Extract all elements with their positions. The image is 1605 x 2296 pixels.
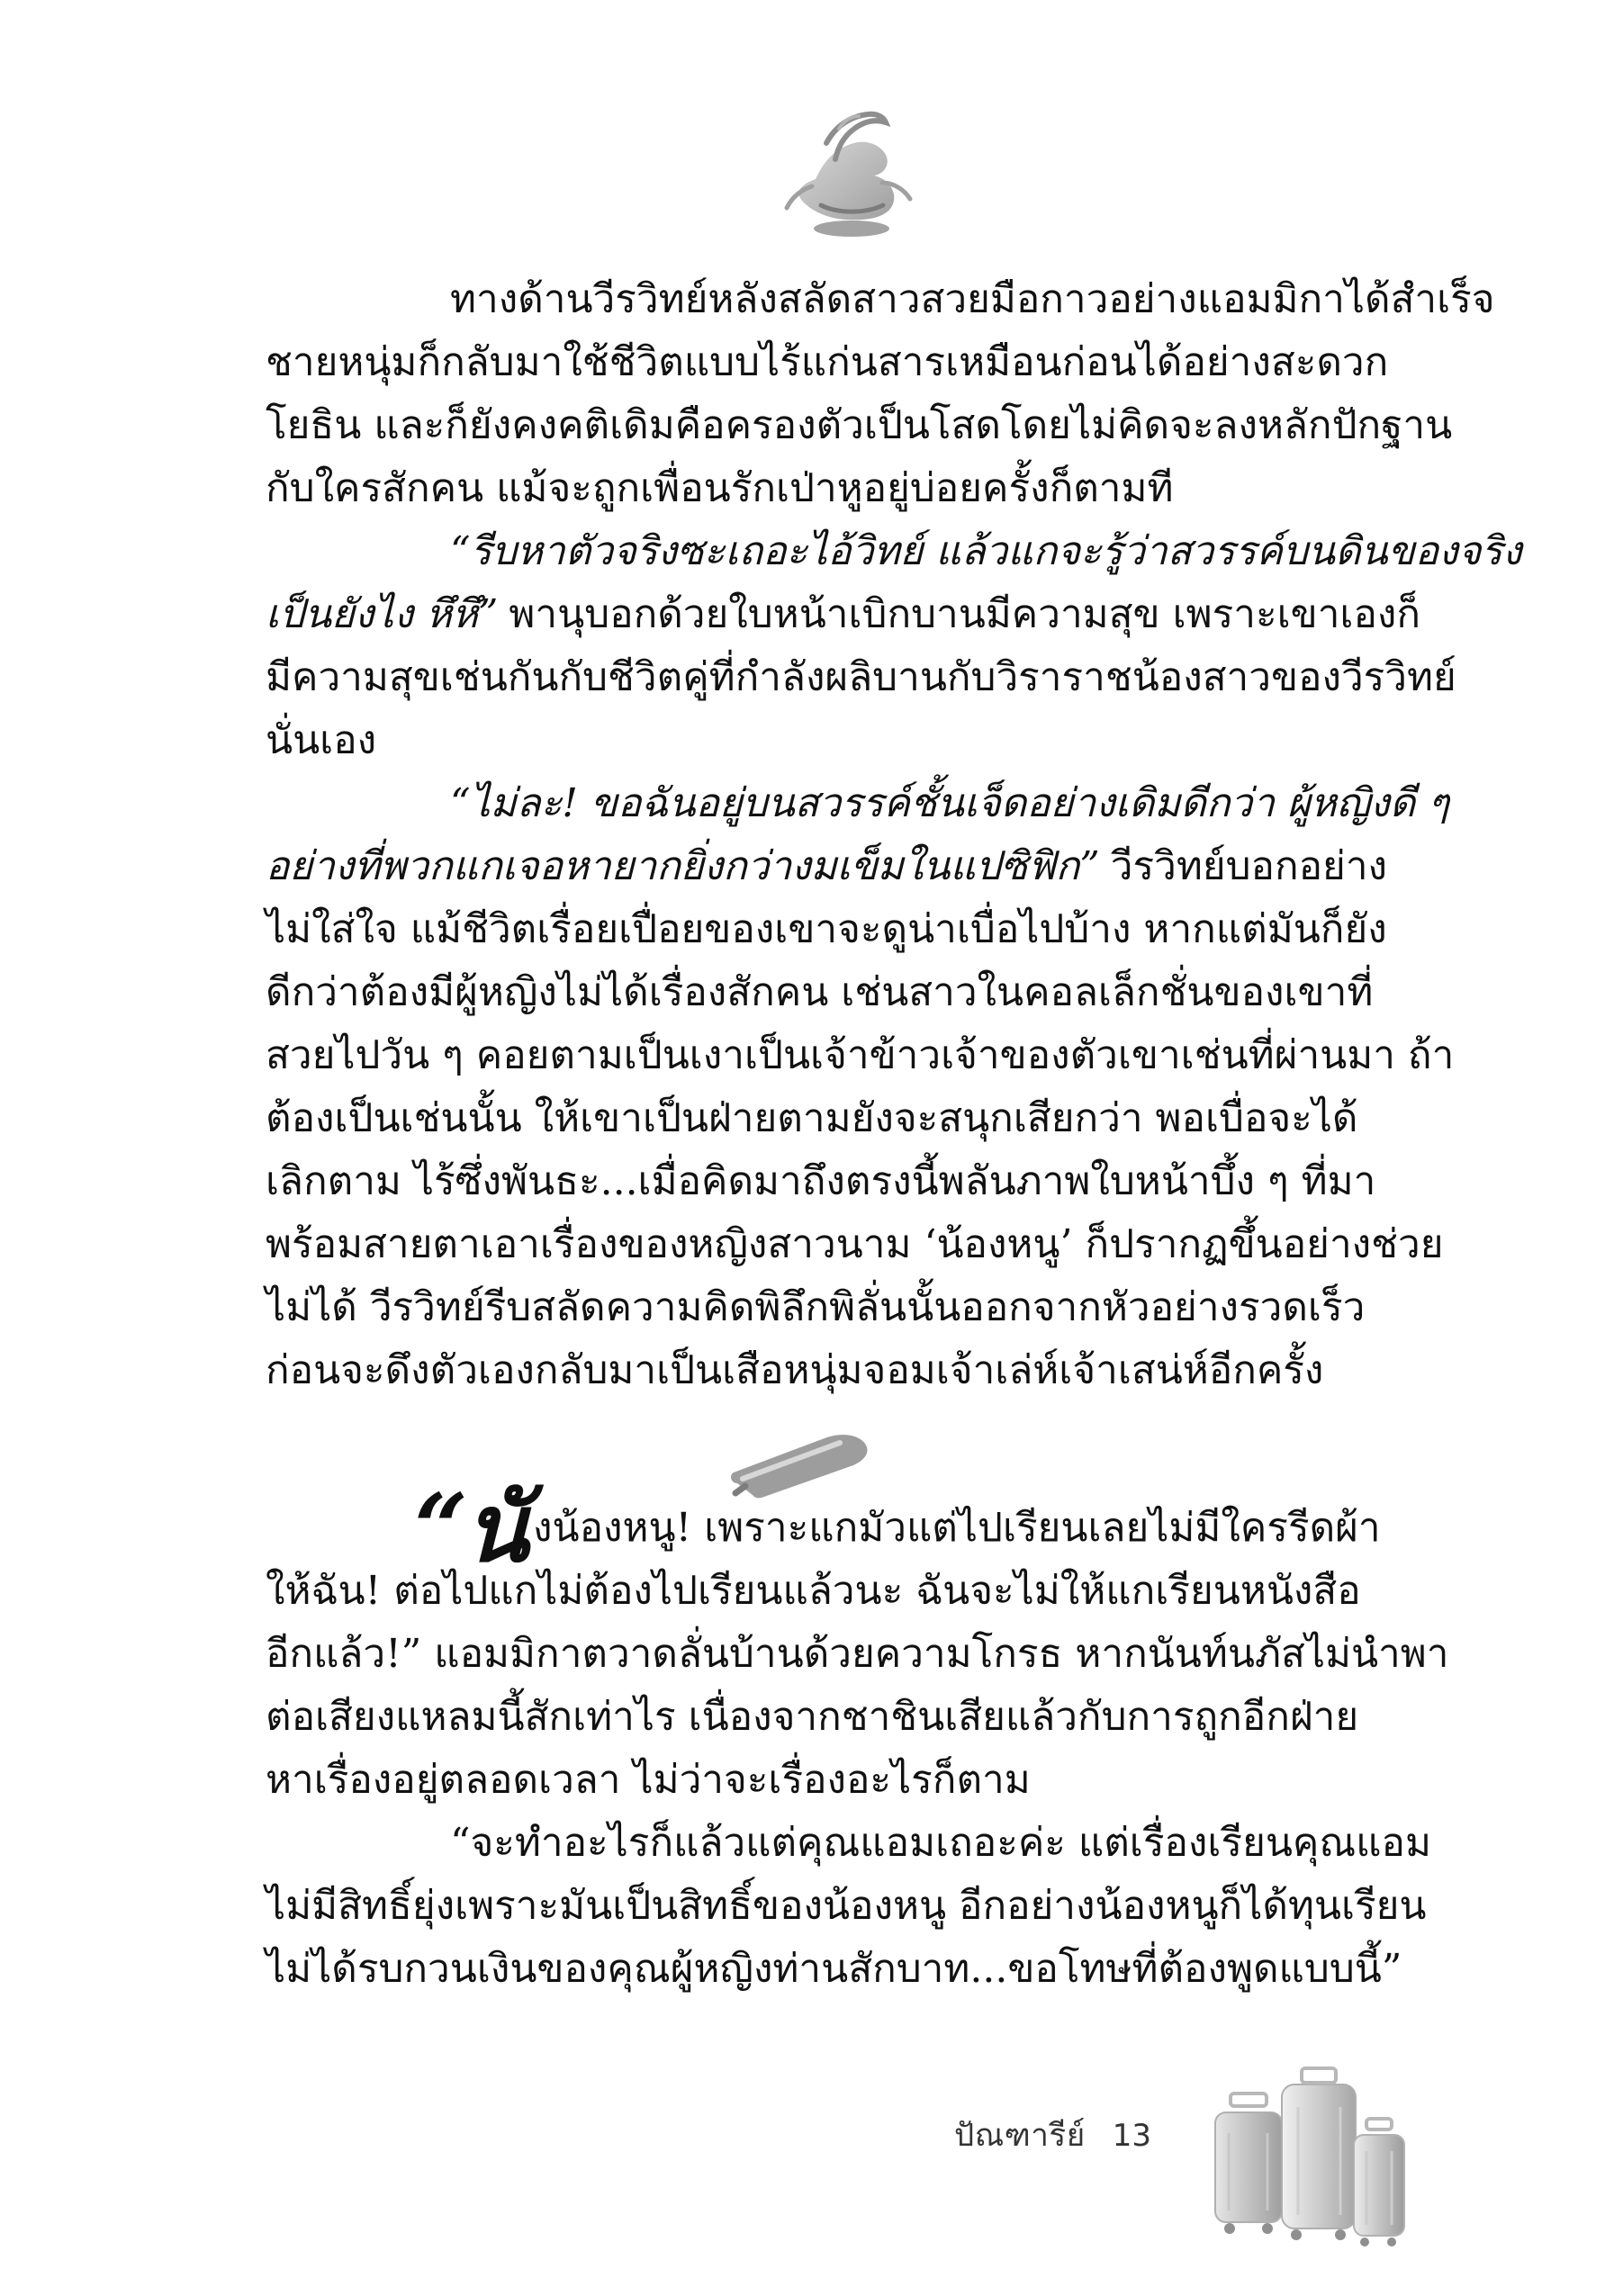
body-line: โยธิน และก็ยังคงคติเดิมคือครองตัวเป็นโสดโดยไม่คิดจะลงหลักปักฐาน bbox=[266, 402, 1453, 448]
body-line: สวยไปวัน ๆ คอยตามเป็นเงาเป็นเจ้าข้าวเจ้าของตัวเขาเช่นที่ผ่านมา ถ้า bbox=[266, 1032, 1455, 1078]
dialogue-fragment: อย่างที่พวกแกเจอหายากยิ่งกว่างมเข็มในแปซิฟิก” bbox=[266, 843, 1100, 889]
body-line bbox=[266, 585, 1421, 644]
narration-fragment: พานุบอกด้วยใบหน้าเบิกบานมีความสุข เพราะเขาเองก็ bbox=[509, 591, 1421, 637]
dialogue-line: “รีบหาตัวจริงซะเถอะไอ้วิทย์ แล้วแกจะรู้ว่าสวรรค์บนดินของจริง bbox=[450, 528, 1522, 574]
body-line: ก่อนจะดึงตัวเองกลับมาเป็นเสือหนุ่มจอมเจ้าเล่ห์เจ้าเสน่ห์อีกครั้ง bbox=[266, 1347, 1324, 1393]
dialogue-line: “จะทำอะไรก็แล้วแต่คุณแอมเถอะค่ะ แต่เรื่องเรียนคุณแอม bbox=[450, 1820, 1431, 1866]
body-line: พร้อมสายตาเอาเรื่องของหญิงสาวนาม ‘น้องหนู’ ก็ปรากฏขึ้นอย่างช่วย bbox=[266, 1221, 1444, 1267]
genie-lamp-icon bbox=[774, 104, 927, 252]
body-line bbox=[266, 837, 1391, 896]
author-name: ปัณฑารีย์ bbox=[954, 2118, 1086, 2154]
body-line: เลิกตาม ไร้ซึ่งพันธะ...เมื่อคิดมาถึงตรงนี้พลันภาพใบหน้าบึ้ง ๆ ที่มา bbox=[266, 1158, 1376, 1204]
dialogue-line: ไม่มีสิทธิ์ยุ่งเพราะมันเป็นสิทธิ์ของน้องหนู อีกอย่างน้องหนูก็ได้ทุนเรียน bbox=[266, 1883, 1427, 1929]
baseball-bat-icon bbox=[725, 1436, 878, 1499]
body-line: ต้องเป็นเช่นนั้น ให้เขาเป็นฝ่ายตามยังจะสนุกเสียกว่า พอเบื่อจะได้ bbox=[266, 1095, 1358, 1141]
body-line: ไม่ใส่ใจ แม้ชีวิตเรื่อยเปื่อยของเขาจะดูน่าเบื่อไปบ้าง หากแต่มันก็ยัง bbox=[266, 906, 1387, 952]
body-line: ต่อเสียงแหลมนี้สักเท่าไร เนื่องจากชาชินเสียแล้วกับการถูกอีกฝ่าย bbox=[266, 1694, 1359, 1740]
dialogue-line: ไม่ได้รบกวนเงินของคุณผู้หญิงท่านสักบาท...ขอโทษที่ต้องพูดแบบนี้” bbox=[266, 1946, 1402, 1992]
body-line: นั่นเอง bbox=[266, 717, 377, 763]
body-line: งน้องหนู! เพราะแกมัวแต่ไปเรียนเลยไม่มีใครรีดผ้า bbox=[533, 1505, 1381, 1551]
narration-fragment: วีรวิทย์บอกอย่าง bbox=[1110, 843, 1388, 889]
page-number: 13 bbox=[1112, 2118, 1151, 2154]
dialogue-fragment: เป็นยังไง หึหึ” bbox=[266, 591, 499, 637]
body-line: ไม่ได้ วีรวิทย์รีบสลัดความคิดพิลึกพิลั่นนั้นออกจากหัวอย่างรวดเร็ว bbox=[266, 1284, 1366, 1330]
page-footer bbox=[954, 2111, 1206, 2174]
body-line: มีความสุขเช่นกันกับชีวิตคู่ที่กำลังผลิบานกับวิราราชน้องสาวของวีรวิทย์ bbox=[266, 654, 1456, 700]
body-line: กับใครสักคน แม้จะถูกเพื่อนรักเป่าหูอยู่บ่อยครั้งก็ตามที bbox=[266, 465, 1174, 511]
drop-cap: “นั bbox=[414, 1472, 525, 1583]
body-line: ดีกว่าต้องมีผู้หญิงไม่ได้เรื่องสักคน เช่นสาวในคอลเล็กชั่นของเขาที่ bbox=[266, 969, 1374, 1015]
luggage-icon bbox=[1206, 2061, 1413, 2259]
body-line: หาเรื่องอยู่ตลอดเวลา ไม่ว่าจะเรื่องอะไรก็ตาม bbox=[266, 1757, 1031, 1803]
dialogue-line: “ไม่ละ! ขอฉันอยู่บนสวรรค์ชั้นเจ็ดอย่างเดิมดีกว่า ผู้หญิงดี ๆ bbox=[450, 780, 1449, 826]
body-line: ทางด้านวีรวิทย์หลังสลัดสาวสวยมือกาวอย่างแอมมิกาได้สำเร็จ bbox=[450, 276, 1495, 322]
body-line: อีกแล้ว!” แอมมิกาตวาดลั่นบ้านด้วยความโกรธ หากนันท์นภัสไม่นำพา bbox=[266, 1631, 1449, 1677]
body-line: ให้ฉัน! ต่อไปแกไม่ต้องไปเรียนแล้วนะ ฉันจะไม่ให้แกเรียนหนังสือ bbox=[266, 1568, 1361, 1614]
body-line: ชายหนุ่มก็กลับมาใช้ชีวิตแบบไร้แก่นสารเหมือนก่อนได้อย่างสะดวก bbox=[266, 339, 1389, 385]
